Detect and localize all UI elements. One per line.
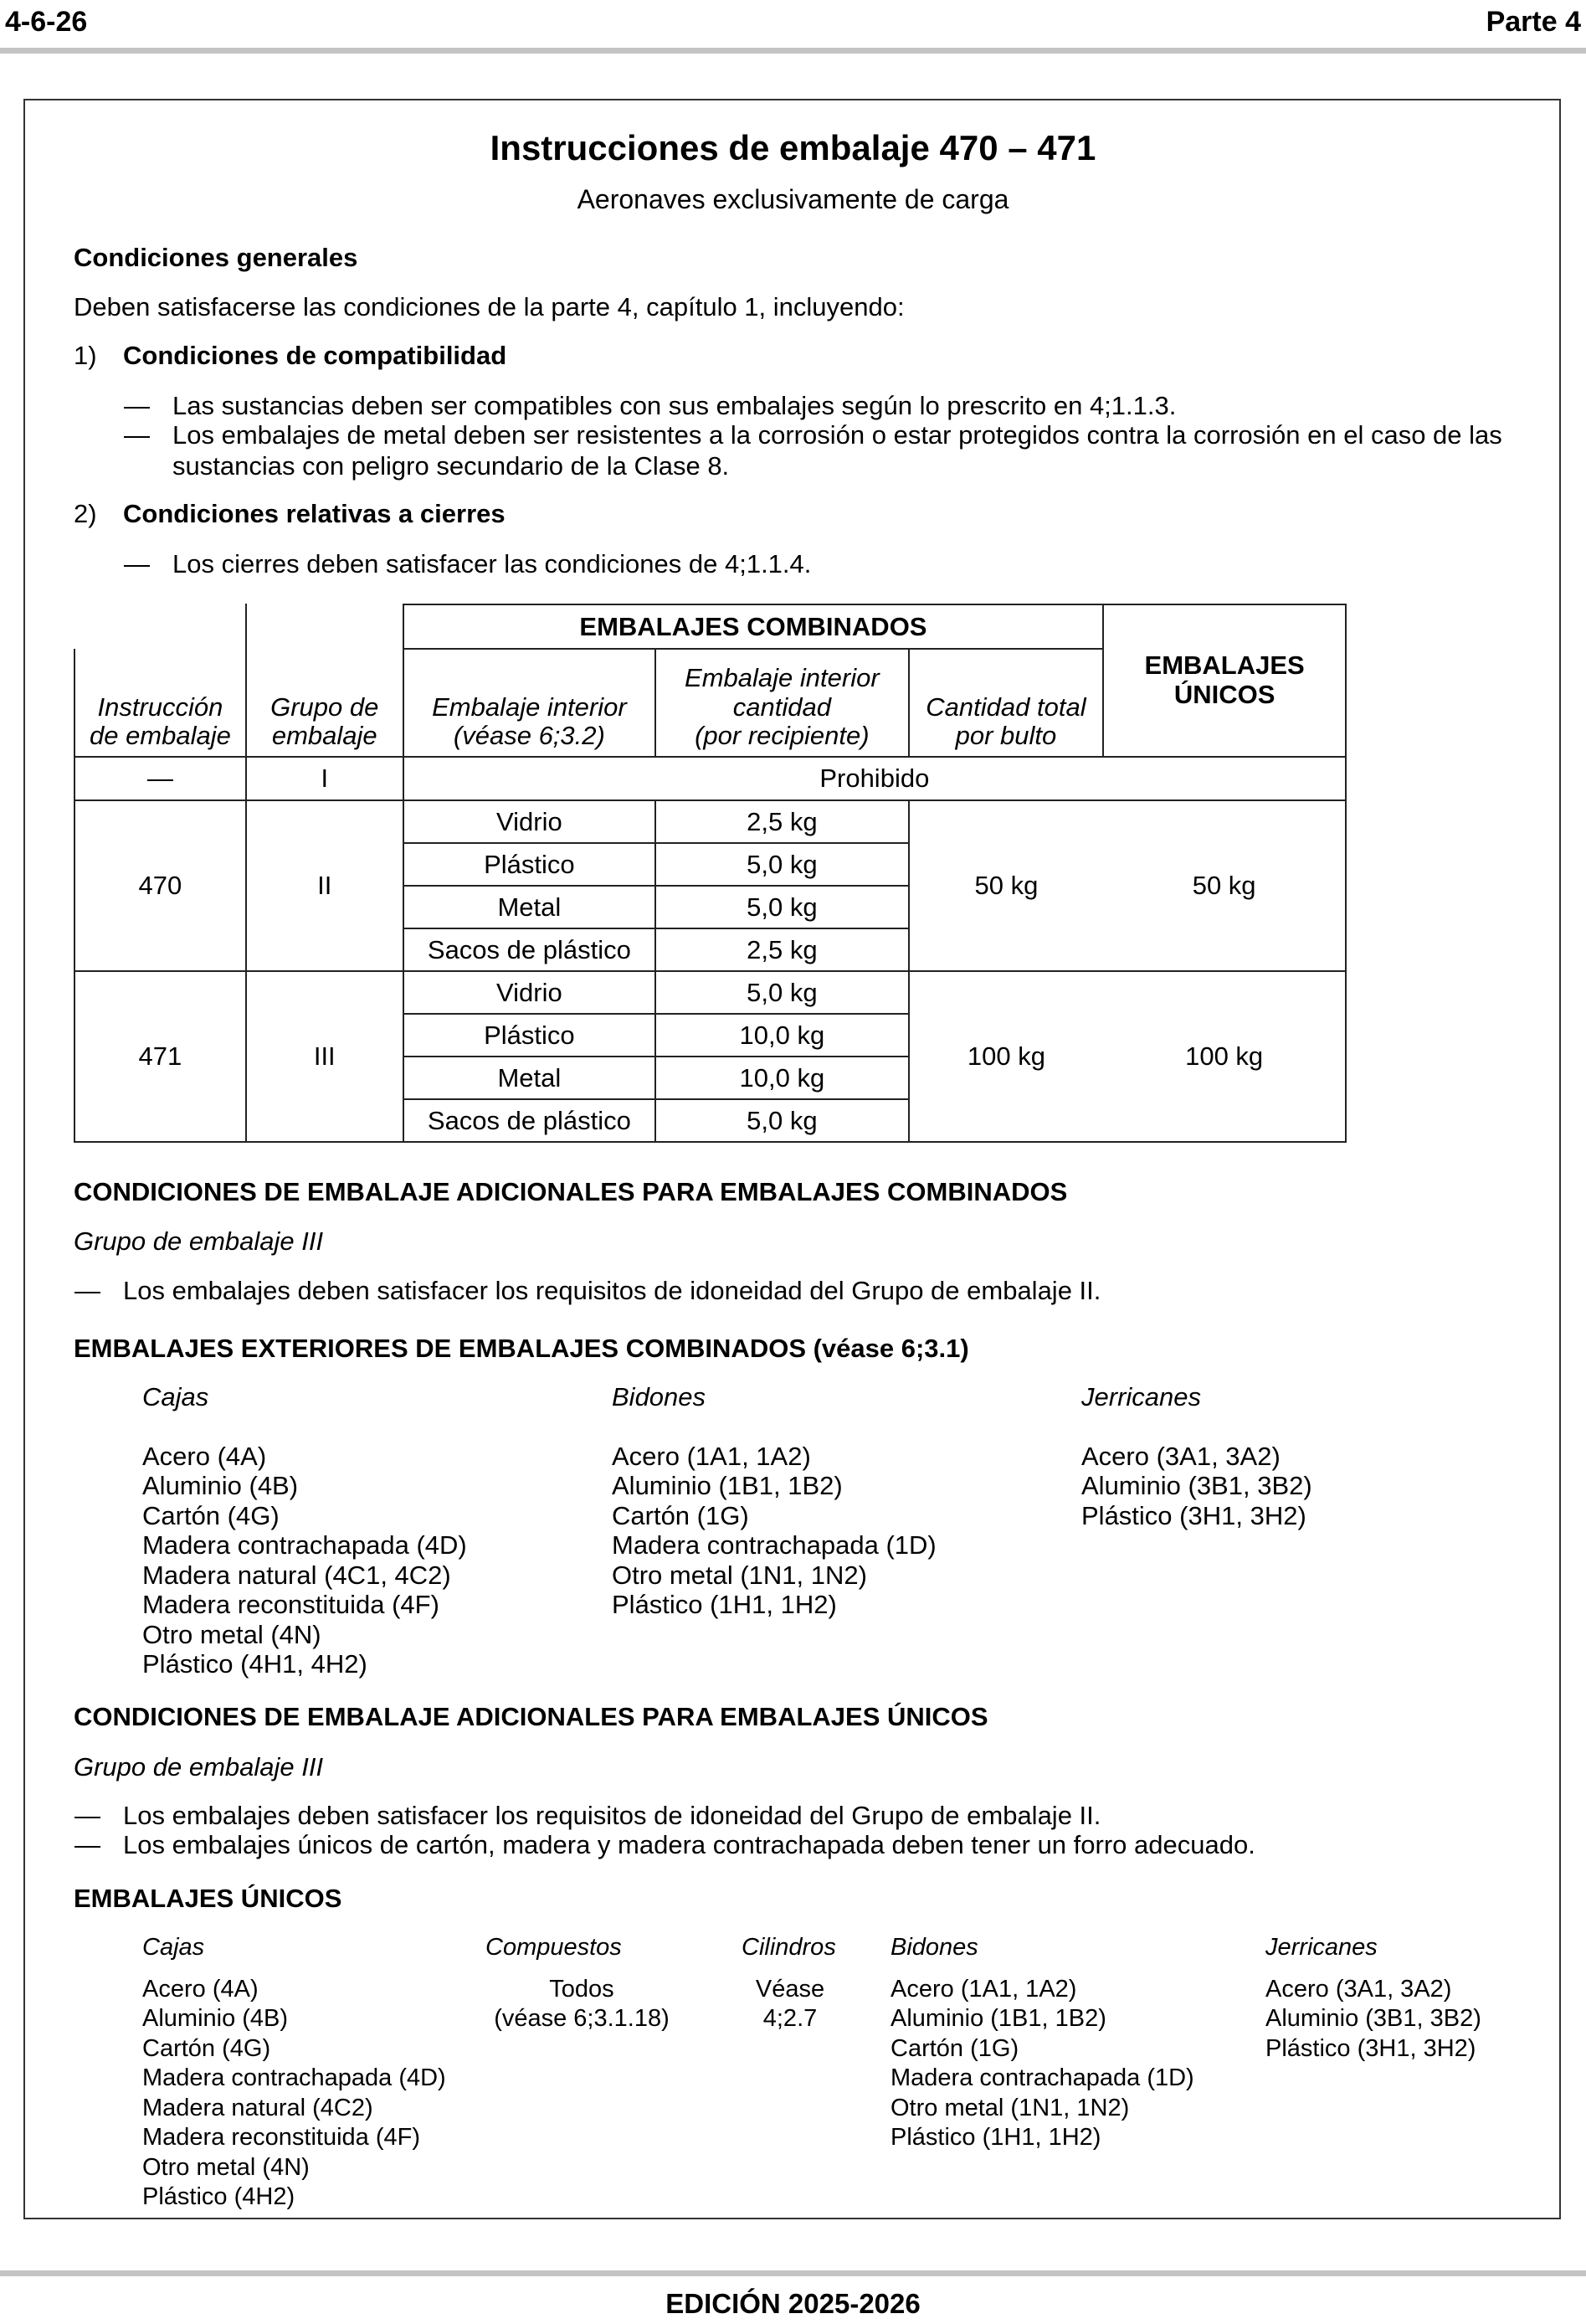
single-heading: EMBALAJES ÚNICOS	[74, 1884, 342, 1913]
list-item: Acero (4A)	[142, 1441, 267, 1471]
group-iii: III	[246, 971, 403, 1142]
qty-header	[655, 649, 909, 757]
list-item: Cartón (1G)	[612, 1500, 749, 1530]
inner-cell: Plástico	[403, 843, 655, 886]
inner-cell: Sacos de plástico	[403, 1099, 655, 1142]
single-470: 50 kg	[1103, 800, 1346, 971]
qty-cell: 2,5 kg	[655, 800, 909, 843]
list-item: Acero (1A1, 1A2)	[891, 1975, 1077, 2003]
page-subtitle: Aeronaves exclusivamente de carga	[577, 184, 1009, 214]
single-col-bidones	[891, 1933, 1194, 2153]
list-item: Plástico (3H1, 3H2)	[1265, 2034, 1476, 2062]
list-item: Cartón (4G)	[142, 2034, 271, 2062]
list-item: Acero (4A)	[142, 1975, 259, 2003]
single-header-line1: EMBALAJES	[1144, 650, 1305, 681]
single-list-cilindros	[731, 1975, 849, 2034]
total-470: 50 kg	[909, 800, 1104, 971]
edition-label: EDICIÓN 2025-2026	[665, 2288, 921, 2319]
qty-cell: 5,0 kg	[655, 886, 909, 928]
inner-cell: Sacos de plástico	[403, 928, 655, 971]
column-title: Bidones	[891, 1934, 978, 1961]
column-title: Compuestos	[485, 1934, 622, 1961]
column-title: Jerricanes	[1081, 1382, 1201, 1411]
bullet-closures: — Los cierres deben satisfacer las condiciones de 4;1.1.4.	[172, 548, 811, 579]
list-item: Aluminio (3B1, 3B2)	[1265, 2005, 1481, 2032]
footer-rule	[0, 2270, 1586, 2276]
list-item: Aluminio (1B1, 1B2)	[891, 2005, 1106, 2032]
single-header	[1103, 604, 1346, 757]
page-number: 4-6-26	[5, 6, 88, 38]
single-add-heading: CONDICIONES DE EMBALAJE ADICIONALES PARA EMBALAJES ÚNICOS	[74, 1702, 988, 1731]
outer-heading: EMBALAJES EXTERIORES DE EMBALAJES COMBINADOS (véase 6;3.1)	[74, 1334, 969, 1363]
list-item: Madera natural (4C2)	[142, 2094, 373, 2121]
list-item: Acero (3A1, 3A2)	[1265, 1975, 1452, 2003]
item-2-heading: Condiciones relativas a cierres	[123, 499, 506, 528]
list-item: Todos	[549, 1975, 614, 2003]
inner-cell: Plástico	[403, 1014, 655, 1057]
outer-list-bidones	[612, 1442, 937, 1620]
qty-cell: 10,0 kg	[655, 1057, 909, 1099]
bullet-compat-1: — Las sustancias deben ser compatibles con sus embalajes según lo prescrito en 4;1.1.3.	[172, 390, 1512, 421]
total-header	[909, 649, 1104, 757]
group-header-line2: embalaje	[271, 721, 377, 751]
outer-col-cajas	[142, 1382, 467, 1679]
single-add-bullet-1: — Los embalajes deben satisfacer los requisitos de idoneidad del Grupo de embalaje II.	[123, 1800, 1101, 1831]
single-list-bidones	[891, 1975, 1194, 2153]
list-item: Aluminio (4B)	[142, 1471, 299, 1500]
inner-header	[403, 649, 655, 757]
outer-col-jerricanes	[1081, 1382, 1312, 1530]
list-item: Cartón (1G)	[891, 2034, 1019, 2062]
list-item: Acero (1A1, 1A2)	[612, 1441, 811, 1471]
list-item: 4;2.7	[762, 2005, 818, 2032]
qty-header-line1: Embalaje interior	[685, 662, 880, 692]
column-title: Cajas	[142, 1934, 205, 1961]
column-title: Cilindros	[742, 1934, 836, 1961]
list-item: Aluminio (3B1, 3B2)	[1081, 1471, 1312, 1500]
combined-group-header: EMBALAJES COMBINADOS	[403, 604, 1104, 649]
instr-header	[74, 649, 246, 757]
instr-470: 470	[74, 800, 246, 971]
qty-cell: 2,5 kg	[655, 928, 909, 971]
list-item: Acero (3A1, 3A2)	[1081, 1441, 1281, 1471]
qty-cell: 5,0 kg	[655, 843, 909, 886]
single-col-cilindros	[742, 1933, 849, 2034]
combined-add-bullet: — Los embalajes deben satisfacer los requisitos de idoneidad del Grupo de embalaje II.	[123, 1275, 1101, 1306]
list-item: Plástico (4H1, 4H2)	[142, 1649, 367, 1679]
instr-header-line2: de embalaje	[89, 721, 231, 751]
inner-cell: Metal	[403, 886, 655, 928]
prohibited-text: Prohibido	[403, 757, 1346, 800]
list-item: Cartón (4G)	[142, 1500, 280, 1530]
list-item: Madera natural (4C1, 4C2)	[142, 1560, 451, 1590]
qty-header-line2: cantidad	[732, 692, 831, 722]
combined-add-heading: CONDICIONES DE EMBALAJE ADICIONALES PARA EMBALAJES COMBINADOS	[74, 1177, 1068, 1206]
table-row	[74, 800, 1346, 843]
prohibited-group: I	[246, 757, 403, 800]
single-col-compuestos	[485, 1933, 703, 2034]
group-header	[246, 649, 403, 757]
inner-header-line1: Embalaje interior	[432, 692, 627, 722]
total-471: 100 kg	[909, 971, 1104, 1142]
list-item: Otro metal (4N)	[142, 2153, 310, 2181]
item-1-heading: Condiciones de compatibilidad	[123, 341, 507, 370]
item-1-number: 1)	[74, 341, 97, 370]
blank-cell	[246, 604, 403, 649]
column-title: Jerricanes	[1265, 1934, 1378, 1961]
group-header-line1: Grupo de	[270, 692, 379, 722]
list-item: Madera contrachapada (4D)	[142, 2064, 446, 2091]
instr-471: 471	[74, 971, 246, 1142]
single-list-jerricanes	[1265, 1975, 1481, 2064]
inner-header-line2: (véase 6;3.2)	[453, 721, 605, 751]
group-ii: II	[246, 800, 403, 971]
outer-list-cajas	[142, 1442, 467, 1679]
single-add-bullet-2: — Los embalajes únicos de cartón, madera y madera contrachapada deben tener un forro adecuado.	[123, 1829, 1255, 1860]
inner-cell: Metal	[403, 1057, 655, 1099]
list-item: Aluminio (4B)	[142, 2005, 289, 2032]
general-intro: Deben satisfacerse las condiciones de la parte 4, capítulo 1, incluyendo:	[74, 292, 905, 321]
single-header-line2: ÚNICOS	[1173, 680, 1275, 709]
general-heading: Condiciones generales	[74, 243, 358, 272]
qty-header-line3: (por recipiente)	[695, 721, 870, 751]
packing-table	[74, 604, 1347, 1143]
outer-list-jerricanes	[1081, 1442, 1312, 1531]
list-item: Véase	[755, 1975, 825, 2003]
header-rule	[0, 48, 1586, 54]
list-item: Madera contrachapada (4D)	[142, 1530, 467, 1560]
list-item: Plástico (1H1, 1H2)	[612, 1590, 837, 1619]
column-title: Cajas	[142, 1382, 209, 1411]
part-label: Parte 4	[1486, 6, 1581, 38]
list-item: Aluminio (1B1, 1B2)	[612, 1471, 843, 1500]
table-row	[74, 971, 1346, 1014]
outer-col-bidones	[612, 1382, 937, 1620]
inner-cell: Vidrio	[403, 800, 655, 843]
list-item: Plástico (1H1, 1H2)	[891, 2124, 1101, 2151]
single-col-cajas	[142, 1933, 446, 2213]
list-item: Madera reconstituida (4F)	[142, 1590, 439, 1619]
qty-cell: 5,0 kg	[655, 971, 909, 1014]
combined-add-subheading: Grupo de embalaje III	[74, 1226, 324, 1256]
single-list-cajas	[142, 1975, 446, 2213]
list-item: Plástico (3H1, 3H2)	[1081, 1500, 1306, 1530]
total-header-line2: por bulto	[955, 721, 1057, 751]
single-471: 100 kg	[1103, 971, 1346, 1142]
bullet-compat-2: — Los embalajes de metal deben ser resistentes a la corrosión o estar protegidos contra la corrosión en el caso de las sustancias con peligro secundario de la Clase 8.	[172, 419, 1512, 481]
qty-cell: 10,0 kg	[655, 1014, 909, 1057]
instr-header-line1: Instrucción	[97, 692, 223, 722]
prohibited-instr: —	[74, 757, 246, 800]
item-2-number: 2)	[74, 499, 97, 528]
inner-cell: Vidrio	[403, 971, 655, 1014]
blank-cell	[74, 604, 246, 649]
single-add-subheading: Grupo de embalaje III	[74, 1752, 324, 1782]
column-title: Bidones	[612, 1382, 706, 1411]
total-header-line1: Cantidad total	[926, 692, 1086, 722]
list-item: (véase 6;3.1.18)	[494, 2005, 670, 2032]
page-title: Instrucciones de embalaje 470 – 471	[490, 128, 1096, 167]
list-item: Madera contrachapada (1D)	[612, 1530, 937, 1560]
qty-cell: 5,0 kg	[655, 1099, 909, 1142]
single-list-compuestos	[460, 1975, 703, 2034]
single-col-jerricanes	[1265, 1933, 1481, 2064]
list-item: Plástico (4H2)	[142, 2183, 295, 2210]
list-item: Madera reconstituida (4F)	[142, 2124, 421, 2151]
list-item: Otro metal (4N)	[142, 1619, 321, 1649]
list-item: Otro metal (1N1, 1N2)	[891, 2094, 1130, 2121]
list-item: Otro metal (1N1, 1N2)	[612, 1560, 867, 1590]
list-item: Madera contrachapada (1D)	[891, 2064, 1194, 2091]
